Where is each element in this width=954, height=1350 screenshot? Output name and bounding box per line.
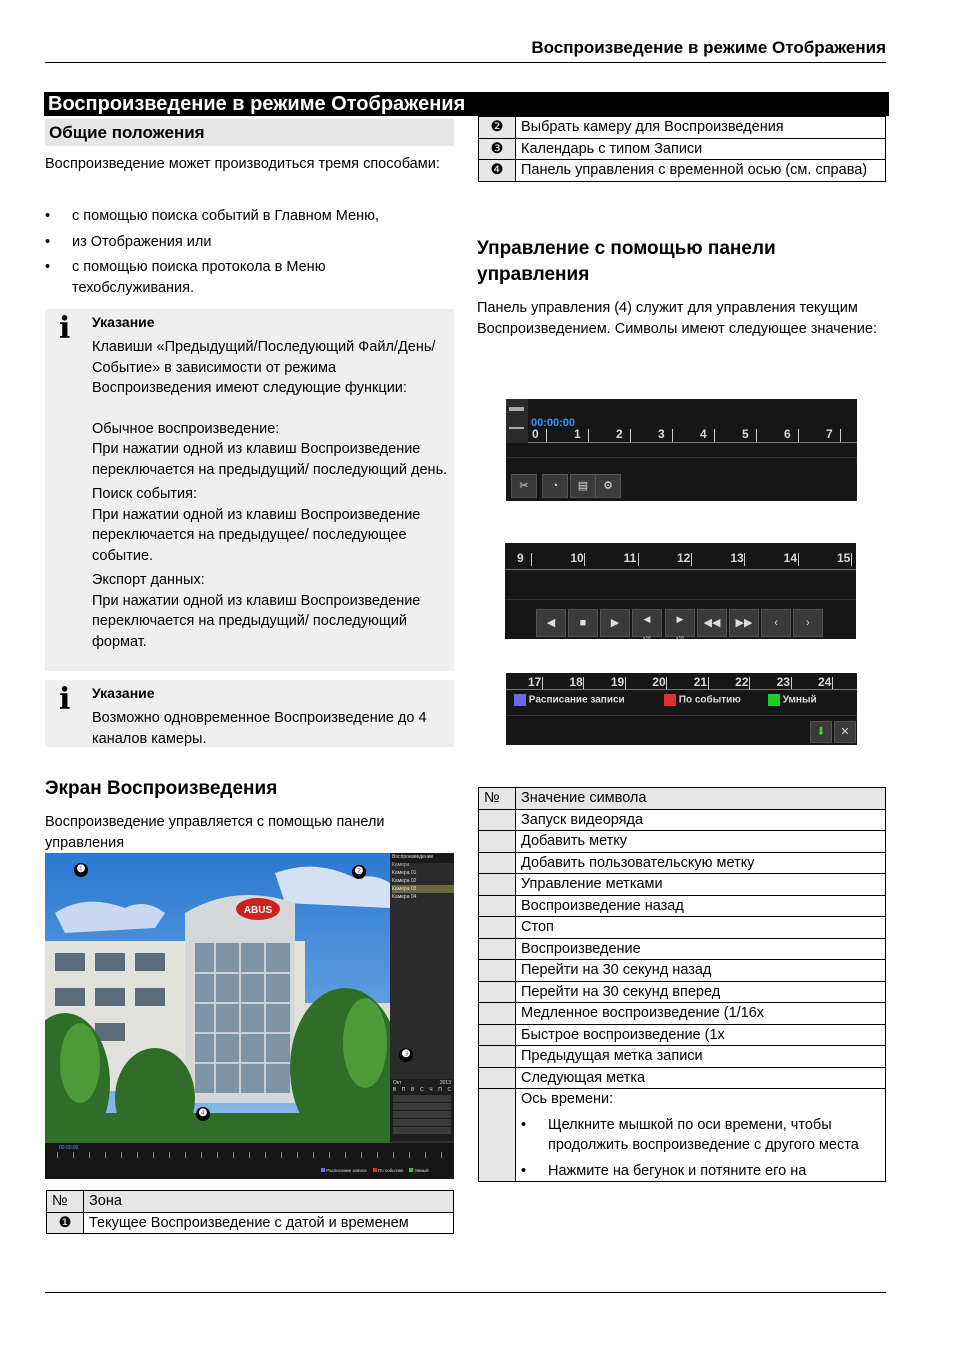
marker-4: ❹: [196, 1107, 210, 1121]
list-item: • из Отображения или: [45, 232, 445, 253]
marker-3: ❸: [399, 1048, 413, 1062]
note-text: При нажатии одной из клавиш Воспроизведение переключается на предыдущее/ последующее событие.: [92, 506, 421, 564]
table-row: [479, 852, 886, 874]
gear-icon[interactable]: ⚙: [595, 474, 621, 498]
symbol-meaning: Управление метками: [516, 874, 886, 896]
tick-mark: [672, 429, 673, 442]
tick-label: 12: [677, 551, 691, 565]
tick-mark: [851, 553, 852, 566]
tick-mark: [584, 553, 585, 566]
tick-label: 2: [616, 427, 623, 441]
calendar-day: В: [411, 1087, 415, 1093]
stop-icon[interactable]: ■: [568, 609, 598, 637]
symbol-table: [478, 787, 886, 1182]
marker-num: ❹: [479, 160, 516, 182]
export-icon[interactable]: ⬇: [810, 721, 832, 743]
symbol-meaning: Добавить метку: [516, 831, 886, 853]
tick-label: 7: [826, 427, 833, 441]
header-rule: [45, 62, 886, 63]
abus-logo: ABUS: [243, 905, 273, 916]
symbol-icon-cell: [479, 809, 516, 831]
prev-tag-icon[interactable]: ‹: [761, 609, 791, 637]
tick-mark: [756, 429, 757, 442]
section-title: Воспроизведение в режиме Отображения: [44, 92, 889, 116]
screen-text: Воспроизведение управляется с помощью панели управления: [45, 814, 385, 851]
tick-mark: [588, 429, 589, 442]
sidebar-title: Воспроизведение: [392, 854, 434, 860]
calendar-day: С: [447, 1087, 452, 1093]
calendar-year: 2013: [439, 1080, 451, 1086]
symbol-icon-cell: [479, 1003, 516, 1025]
tick-label: 23: [776, 675, 790, 689]
note-box-1: [45, 309, 454, 671]
marker-text: Панель управления с временной осью (см. справа): [516, 160, 886, 182]
camera-item[interactable]: Камера 03: [392, 885, 454, 893]
symbol-meaning: Следующая метка: [516, 1067, 886, 1089]
symbol-icon-cell: [479, 852, 516, 874]
symbol-meaning: Медленное воспроизведение (1/16x: [516, 1003, 886, 1025]
page-header-title: Воспроизведение в режиме Отображения: [531, 38, 886, 57]
calendar[interactable]: [390, 1079, 454, 1141]
symbol-icon-cell: [479, 895, 516, 917]
table-row: [479, 1089, 886, 1182]
marker-text: Выбрать камеру для Воспроизведения: [516, 117, 886, 139]
symbol-meaning: Воспроизведение назад: [516, 895, 886, 917]
screen-heading: Экран Воспроизведения: [45, 778, 278, 799]
slow-icon[interactable]: ◀◀: [697, 609, 727, 637]
forward-30s-icon[interactable]: ▶ x16: [665, 609, 695, 637]
symbol-icon-cell: [479, 1067, 516, 1089]
cameras-label: Камера: [392, 862, 410, 868]
tick-label: 4: [700, 427, 707, 441]
symbol-meaning: Добавить пользовательскую метку: [516, 852, 886, 874]
panel-time: 00:00:00: [531, 417, 576, 429]
close-icon[interactable]: ✕: [834, 721, 856, 743]
tick-label: 24: [818, 675, 832, 689]
table-row: [479, 1024, 886, 1046]
symbol-icon-cell: [479, 831, 516, 853]
playback-screenshot: [45, 853, 454, 1179]
table-row: [479, 895, 886, 917]
general-subtitle: Общие положения: [45, 119, 454, 146]
note-box-2: [45, 680, 454, 747]
marker-table: [478, 116, 886, 182]
play-icon[interactable]: ▶: [600, 609, 630, 637]
symbol-icon-cell: [479, 917, 516, 939]
zone-num: ❶: [47, 1212, 84, 1234]
camera-item[interactable]: Камера 01: [392, 870, 417, 876]
tick-label: 13: [730, 551, 744, 565]
table-row: [479, 809, 886, 831]
legend-smart: Умный: [768, 694, 817, 706]
tick-label: 5: [742, 427, 749, 441]
add-tag-icon[interactable]: ◔: [542, 474, 568, 498]
tick-label: 20: [652, 675, 666, 689]
table-row: [479, 938, 886, 960]
tick-mark: [638, 553, 639, 566]
tick-label: 18: [569, 675, 583, 689]
tick-label: 10: [570, 551, 584, 565]
general-intro: Воспроизведение может производиться тремя способами:: [45, 156, 440, 172]
note-text: При нажатии одной из клавиш Воспроизведение переключается на предыдущий/ последующий формат.: [92, 592, 421, 650]
list-item: • с помощью поиска протокола в Меню техобслуживания.: [45, 257, 445, 298]
symbol-meaning: Перейти на 30 секунд вперед: [516, 981, 886, 1003]
back-30s-icon[interactable]: ◀ x16: [632, 609, 662, 637]
symbol-icon-cell: [479, 981, 516, 1003]
custom-tag-icon[interactable]: ▤: [570, 474, 596, 498]
symbol-icon-cell: [479, 1024, 516, 1046]
calendar-day: Ч: [429, 1087, 433, 1093]
calendar-day: В: [392, 1087, 397, 1093]
note-title: Указание: [92, 685, 155, 701]
tick-mark: [744, 553, 745, 566]
tick-label: 9: [517, 551, 524, 565]
tick-mark: [630, 429, 631, 442]
control-panel-3: [506, 673, 857, 745]
table-row: [479, 874, 886, 896]
timeline-title: Ось времени:: [521, 1091, 614, 1107]
symbol-meaning: Стоп: [516, 917, 886, 939]
note-text: Обычное воспроизведение:: [92, 420, 280, 437]
table-row: [479, 960, 886, 982]
symbol-icon-cell: [479, 960, 516, 982]
table-header: Значение символа: [516, 788, 886, 810]
table-row: [479, 117, 886, 139]
legend-schedule: Расписание записи: [514, 694, 664, 706]
camera-item[interactable]: Камера 04: [392, 894, 417, 900]
tick-label: 22: [735, 675, 749, 689]
tick-label: 11: [623, 551, 637, 565]
general-bullets: [45, 206, 445, 303]
zone-table: [46, 1190, 454, 1234]
note-text: Клавиши «Предыдущий/Последующий Файл/День/Событие» в зависимости от режима Воспроизведения имеют следующие функции:: [92, 339, 436, 396]
control-text: Панель управления (4) служит для управления текущим Воспроизведением. Символы имеют следующее значение:: [477, 300, 878, 337]
marker-1: ❶: [74, 863, 88, 877]
symbol-icon-cell: [479, 938, 516, 960]
tick-label: 14: [783, 551, 798, 565]
next-tag-icon[interactable]: ›: [793, 609, 823, 637]
legend-event: По событию: [373, 1168, 404, 1173]
symbol-icon-cell: [479, 1046, 516, 1068]
symbol-meaning: Перейти на 30 секунд назад: [516, 960, 886, 982]
table-header: №: [479, 788, 516, 810]
list-item: • Нажмите на бегунок и потяните его на: [521, 1161, 880, 1182]
symbol-meaning: Воспроизведение: [516, 938, 886, 960]
timeline-time: 00:00:00: [59, 1145, 79, 1151]
control-panel-1: [506, 399, 857, 501]
table-row: [479, 138, 886, 160]
symbol-icon-cell: [479, 874, 516, 896]
tick-mark: [798, 429, 799, 442]
marker-num: ❸: [479, 138, 516, 160]
note-title: Указание: [92, 314, 155, 330]
note-text: При нажатии одной из клавиш Воспроизведение переключается на предыдущий/ последующий день.: [92, 441, 448, 478]
fast-icon[interactable]: ▶▶: [729, 609, 759, 637]
calendar-day: С: [420, 1087, 424, 1093]
tick-mark: [691, 553, 692, 566]
symbol-meaning: Быстрое воспроизведение (1x: [516, 1024, 886, 1046]
tick-label: 1: [574, 427, 581, 441]
timeline-bar[interactable]: [45, 1143, 454, 1179]
symbol-meaning: Предыдущая метка записи: [516, 1046, 886, 1068]
tick-label: 15: [837, 551, 851, 565]
control-panel-2: [505, 543, 856, 642]
marker-num: ❷: [479, 117, 516, 139]
camera-item[interactable]: Камера 02: [392, 878, 417, 884]
calendar-month: Окт: [393, 1080, 402, 1086]
tick-label: 0: [532, 427, 539, 441]
symbol-meaning: Запуск видеоряда: [516, 809, 886, 831]
calendar-day: П: [438, 1087, 442, 1093]
legend-schedule: Расписание записи: [321, 1168, 367, 1173]
table-row: [479, 981, 886, 1003]
tick-mark: [798, 553, 799, 566]
table-row: [479, 160, 886, 182]
legend-smart: Умный: [409, 1168, 428, 1173]
note-text: Экспорт данных:: [92, 572, 205, 588]
tick-label: 19: [610, 675, 625, 689]
tick-label: 3: [658, 427, 665, 441]
note-text: Поиск события:: [92, 486, 198, 502]
marker-text: Календарь с типом Записи: [516, 138, 886, 160]
tick-label: 17: [528, 675, 542, 689]
tick-mark: [840, 429, 841, 442]
tick-mark: [546, 429, 547, 442]
marker-2: ❷: [352, 865, 366, 879]
control-heading: Управление с помощью панели управления: [477, 238, 776, 285]
table-header: Зона: [84, 1191, 454, 1213]
table-row: [479, 1046, 886, 1068]
play-backward-icon[interactable]: ◀: [536, 609, 566, 637]
list-item: • с помощью поиска событий в Главном Меню,: [45, 206, 445, 227]
info-icon: i: [59, 311, 71, 346]
footer-rule: [45, 1292, 886, 1293]
note-text: Возможно одновременное Воспроизведение до 4 каналов камеры.: [92, 710, 427, 747]
table-row: [479, 831, 886, 853]
tick-label: 21: [693, 675, 708, 689]
table-row: [479, 1003, 886, 1025]
tick-mark: [714, 429, 715, 442]
zone-text: Текущее Воспроизведение с датой и временем: [84, 1212, 454, 1234]
table-row: [479, 1067, 886, 1089]
scissors-icon[interactable]: ✂: [511, 474, 537, 498]
table-header: №: [47, 1191, 84, 1213]
list-item: • Щелкните мышкой по оси времени, чтобы продолжить воспроизведение с другого места: [521, 1115, 880, 1156]
tick-label: 6: [784, 427, 791, 441]
table-row: [479, 917, 886, 939]
table-row: [47, 1212, 454, 1234]
info-icon: i: [59, 682, 71, 717]
tick-mark: [531, 553, 532, 566]
legend-event: По событию: [664, 694, 768, 706]
calendar-day: П: [401, 1087, 406, 1093]
